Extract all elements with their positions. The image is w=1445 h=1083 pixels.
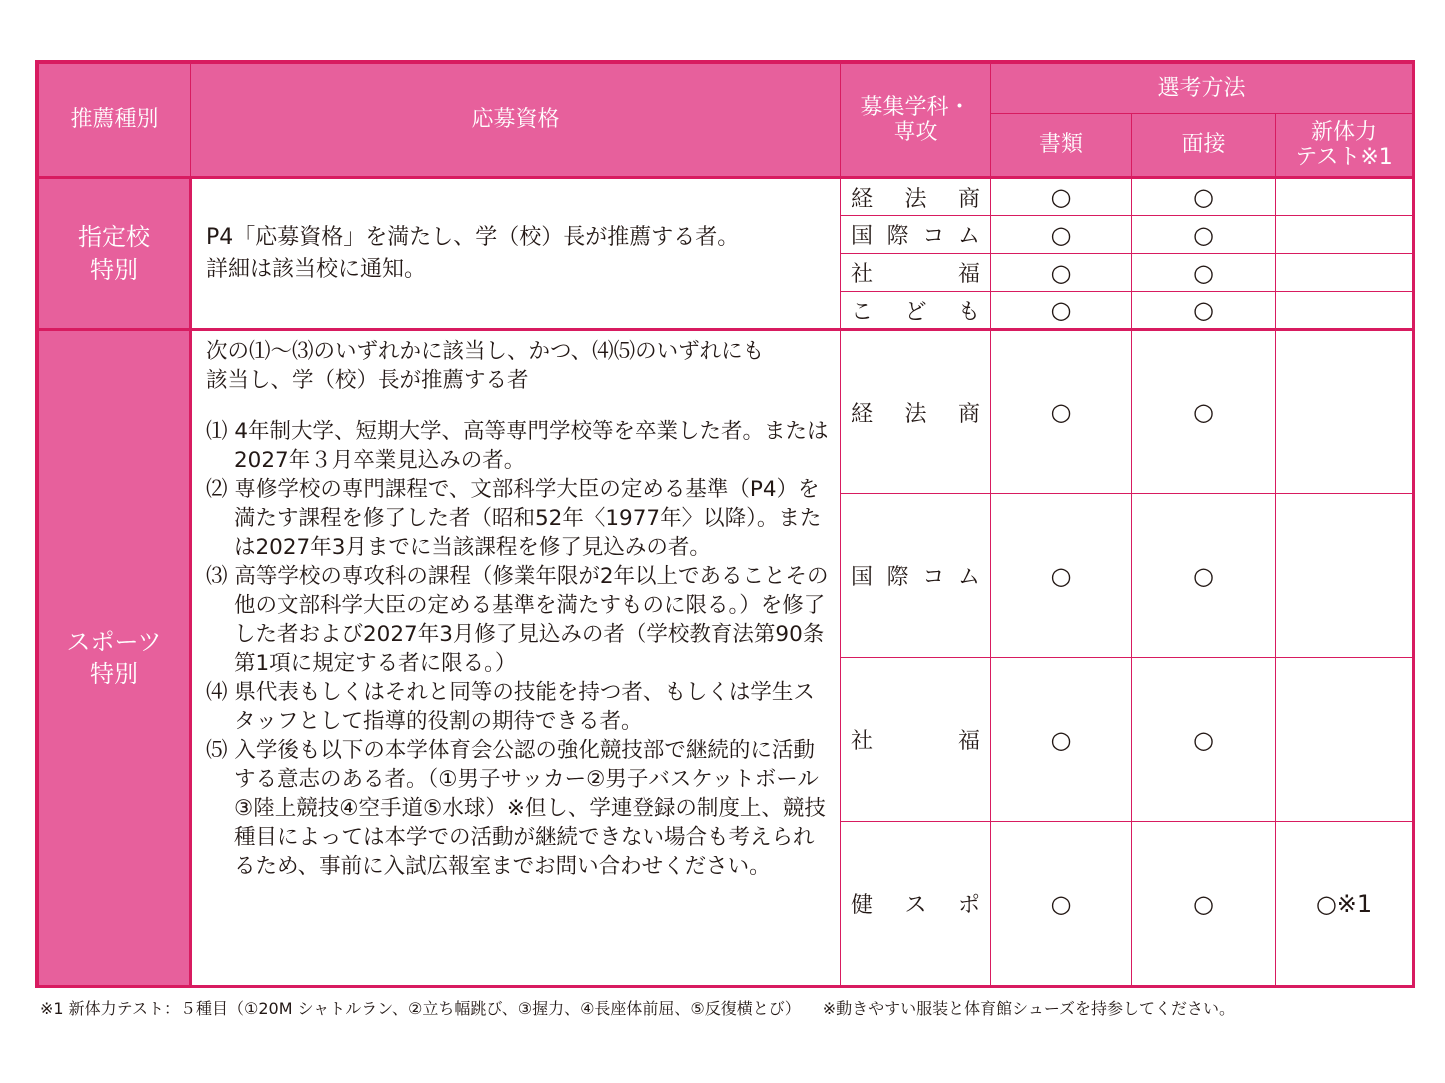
department-cell	[841, 822, 991, 986]
sports-intro-line1: 次の⑴〜⑶のいずれかに該当し、かつ、⑷⑸のいずれにも	[206, 339, 765, 364]
department-char: 際	[886, 565, 909, 590]
header-documents: 書類	[991, 114, 1132, 178]
department-char: 経	[851, 186, 874, 212]
selection-table-frame	[35, 60, 1415, 988]
selection-table	[38, 63, 1413, 986]
header-type: 推薦種別	[39, 64, 191, 178]
department-char: こ	[851, 299, 874, 325]
type-designated-line2: 特別	[90, 255, 138, 284]
header-row-1	[39, 64, 1413, 114]
department-char: 経	[851, 401, 874, 427]
fitness-mark	[1276, 494, 1413, 658]
department-cell	[841, 178, 991, 216]
qualification-sports	[191, 330, 841, 986]
department-char: 国	[851, 224, 874, 249]
documents-mark: ○	[991, 292, 1132, 330]
type-sports-line2: 特別	[90, 660, 138, 688]
sports-condition-4: ⑷ 県代表もしくはそれと同等の技能を持つ者、もしくは学生スタッフとして指導的役割の期待できる者。	[206, 680, 815, 734]
department-cell	[841, 494, 991, 658]
header-fitness-test	[1276, 114, 1413, 178]
fitness-mark	[1276, 254, 1413, 292]
footnote	[40, 996, 1235, 1019]
interview-mark: ○	[1132, 658, 1276, 822]
department-char: 福	[957, 262, 980, 287]
interview-mark: ○	[1132, 254, 1276, 292]
fitness-mark	[1276, 658, 1413, 822]
sports-condition-5: ⑸ 入学後も以下の本学体育会公認の強化競技部で継続的に活動する意志のある者。（①男子サッカー②男子バスケットボール③陸上競技④空手道⑤水球）※但し、学連登録の制度上、競技種目によっては本学での活動が継続できない場合も考えられるため、事前に入試広報室までお問い合わせください。	[206, 738, 826, 879]
department-char: 際	[886, 224, 909, 249]
documents-mark: ○	[991, 216, 1132, 254]
sports-condition-2: ⑵ 専修学校の専門課程で、文部科学大臣の定める基準（P4）を満たす課程を修了した者（昭和52年〈1977年〉以降）。または2027年3月までに当該課程を修了見込みの者。	[206, 477, 822, 560]
header-fitness-line1: 新体力	[1310, 119, 1377, 145]
department-char: コ	[922, 565, 945, 590]
header-interview: 面接	[1132, 114, 1276, 178]
documents-mark: ○	[991, 822, 1132, 986]
footnote-fitness-test: ※1 新体力テスト：５種目（①20M シャトルラン、②立ち幅跳び、③握力、④長座体前屈、⑤反復横とび）	[40, 999, 801, 1018]
department-char: 社	[851, 729, 874, 754]
type-designated-line1: 指定校	[78, 223, 150, 252]
department-cell	[841, 658, 991, 822]
documents-mark: ○	[991, 254, 1132, 292]
department-char: ポ	[957, 893, 980, 918]
header-department-line2: 専攻	[893, 120, 938, 145]
fitness-mark	[1276, 216, 1413, 254]
documents-mark: ○	[991, 330, 1132, 494]
qualification-designated-line2: 詳細は該当校に通知。	[206, 256, 427, 282]
interview-mark: ○	[1132, 494, 1276, 658]
department-char: ム	[957, 224, 980, 249]
interview-mark: ○	[1132, 292, 1276, 330]
header-qualification: 応募資格	[191, 64, 841, 178]
interview-mark: ○	[1132, 178, 1276, 216]
department-cell	[841, 292, 991, 330]
department-char: コ	[922, 224, 945, 249]
qualification-designated	[191, 178, 841, 330]
footnote-clothing-note: ※動きやすい服装と体育館シューズを持参してください。	[822, 999, 1236, 1018]
department-char: 商	[957, 186, 980, 212]
department-cell	[841, 254, 991, 292]
header-department-line1: 募集学科・	[860, 94, 971, 120]
documents-mark: ○	[991, 178, 1132, 216]
sports-condition-1: ⑴ 4年制大学、短期大学、高等専門学校等を卒業した者。または2027年３月卒業見込みの者。	[206, 419, 829, 473]
fitness-mark: ○※1	[1276, 822, 1413, 986]
sports-intro-line2: 該当し、学（校）長が推薦する者	[206, 368, 529, 393]
department-char: 国	[851, 565, 874, 590]
department-char: ム	[957, 565, 980, 590]
documents-mark: ○	[991, 494, 1132, 658]
department-char: ス	[904, 893, 927, 918]
interview-mark: ○	[1132, 822, 1276, 986]
type-sports	[39, 330, 191, 986]
interview-mark: ○	[1132, 330, 1276, 494]
sports-condition-3: ⑶ 高等学校の専攻科の課程（修業年限が2年以上であることその他の文部科学大臣の定める基準を満たすものに限る。）を修了した者および2027年3月修了見込みの者（学校教育法第90条第1項に規定する者に限る。）	[206, 564, 829, 676]
department-char: 商	[957, 401, 980, 427]
qualification-designated-line1: P4「応募資格」を満たし、学（校）長が推薦する者。	[206, 224, 740, 250]
type-designated-school	[39, 178, 191, 330]
type-sports-line1: スポーツ	[66, 627, 162, 656]
department-char: 福	[957, 729, 980, 754]
header-department	[841, 64, 991, 178]
department-char: 社	[851, 262, 874, 287]
department-cell	[841, 330, 991, 494]
department-cell	[841, 216, 991, 254]
documents-mark: ○	[991, 658, 1132, 822]
sports-row-1	[39, 330, 1413, 494]
department-char: 法	[904, 401, 927, 427]
department-char: 法	[904, 186, 927, 212]
interview-mark: ○	[1132, 216, 1276, 254]
header-selection-method: 選考方法	[991, 64, 1413, 114]
fitness-mark	[1276, 178, 1413, 216]
department-char: 健	[851, 893, 874, 918]
fitness-mark	[1276, 330, 1413, 494]
fitness-mark	[1276, 292, 1413, 330]
department-char: も	[957, 299, 980, 325]
department-char: ど	[904, 299, 927, 325]
header-fitness-line2: テスト※1	[1295, 145, 1393, 170]
designated-row-1	[39, 178, 1413, 216]
